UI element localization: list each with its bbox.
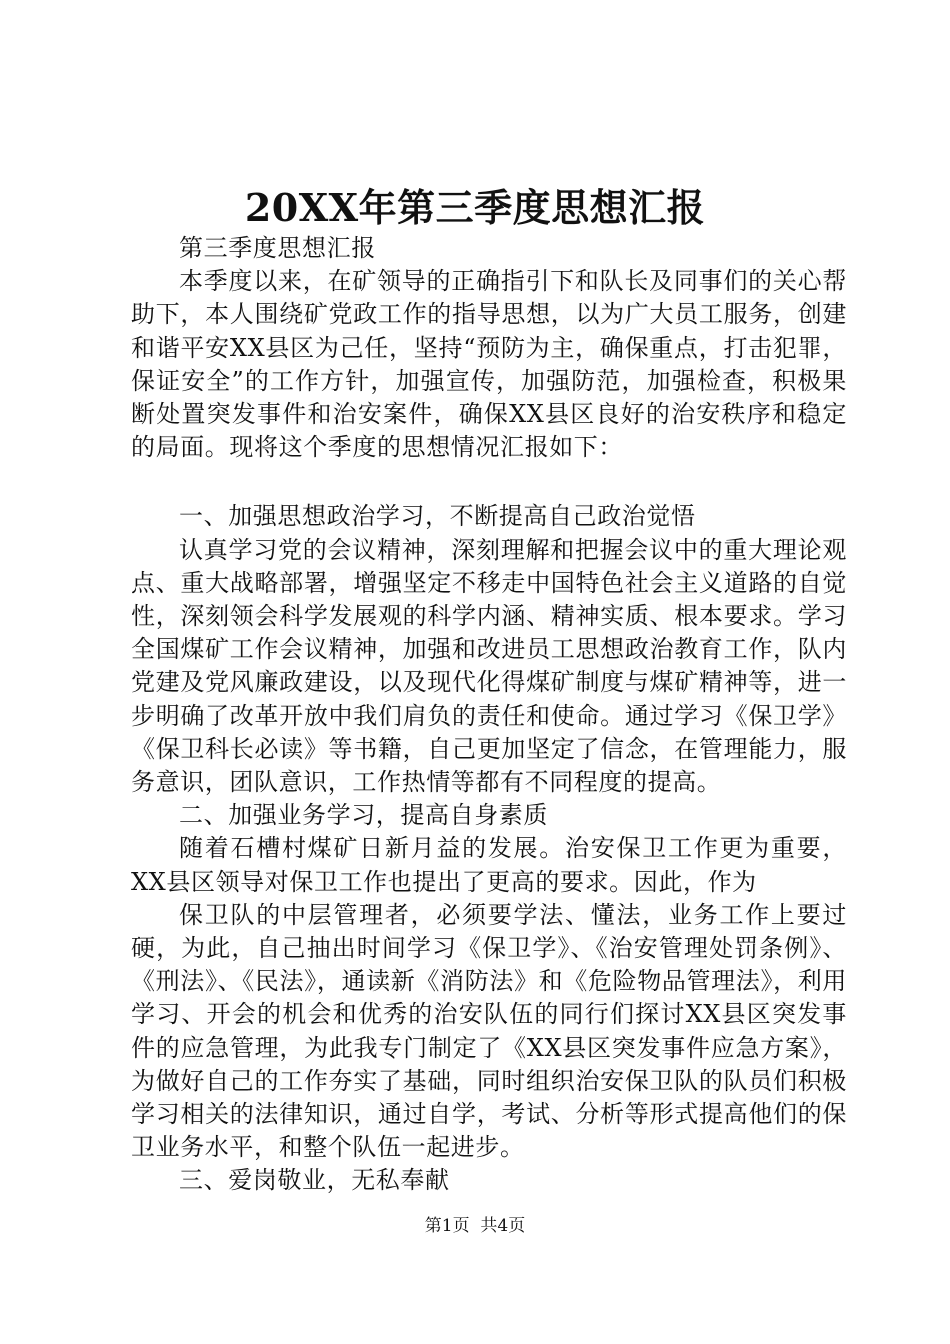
document-title: 20XX年第三季度思想汇报	[244, 185, 706, 230]
paragraph-heading: 第三季度思想汇报	[179, 234, 376, 262]
document-body	[131, 232, 847, 1198]
section-heading-2: 二、加强业务学习，提高自身素质	[179, 801, 548, 830]
page-footer: 第1页 共4页	[424, 1216, 526, 1236]
paragraph-section-2b: 保卫队的中层管理者，必须要学法、懂法，业务工作上要过硬，为此，自己抽出时间学习《保卫学》、《治安管理处罚条例》、《刑法》、《民法》，通读新《消防法》和《危险物品管理法》，利用学习、开会的机会和优秀的治安队伍的同行们探讨XX县区突发事件的应急管理，为此我专门制定了《XX县区突发事件应急方案》，为做好自己的工作夯实了基础，同时组织治安保卫队的队员们积极学习相关的法律知识，通过自学，考试、分析等形式提高他们的保卫业务水平，和整个队伍一起进步。	[131, 900, 847, 1162]
paragraph-intro: 本季度以来，在矿领导的正确指引下和队长及同事们的关心帮助下，本人围绕矿党政工作的指导思想，以为广大员工服务，创建和谐平安XX县区为己任，坚持“预防为主，确保重点，打击犯罪，保证安全”的工作方针，加强宣传，加强防范，加强检查，积极果断处置突发事件和治安案件，确保XX县区良好的治安秩序和稳定的局面。现将这个季度的思想情况汇报如下：	[131, 267, 847, 462]
paragraph-section-2a: 随着石槽村煤矿日新月益的发展。治安保卫工作更为重要，XX县区领导对保卫工作也提出了更高的要求。因此，作为	[131, 834, 847, 896]
paragraph-section-1: 认真学习党的会议精神，深刻理解和把握会议中的重大理论观点、重大战略部署，增强坚定不移走中国特色社会主义道路的自觉性，深刻领会科学发展观的科学内涵、精神实质、根本要求。学习全国煤矿工作会议精神，加强和改进员工思想政治教育工作，队内党建及党风廉政建设，以及现代化得煤矿制度与煤矿精神等，进一步明确了改革开放中我们肩负的责任和使命。通过学习《保卫学》《保卫科长必读》等书籍，自己更加坚定了信念，在管理能力，服务意识，团队意识，工作热情等都有不同程度的提高。	[131, 535, 847, 797]
section-heading-3: 三、爱岗敬业，无私奉献	[179, 1166, 450, 1195]
section-heading-1: 一、加强思想政治学习，不断提高自己政治觉悟	[179, 502, 696, 531]
paragraph-gap	[131, 464, 847, 500]
